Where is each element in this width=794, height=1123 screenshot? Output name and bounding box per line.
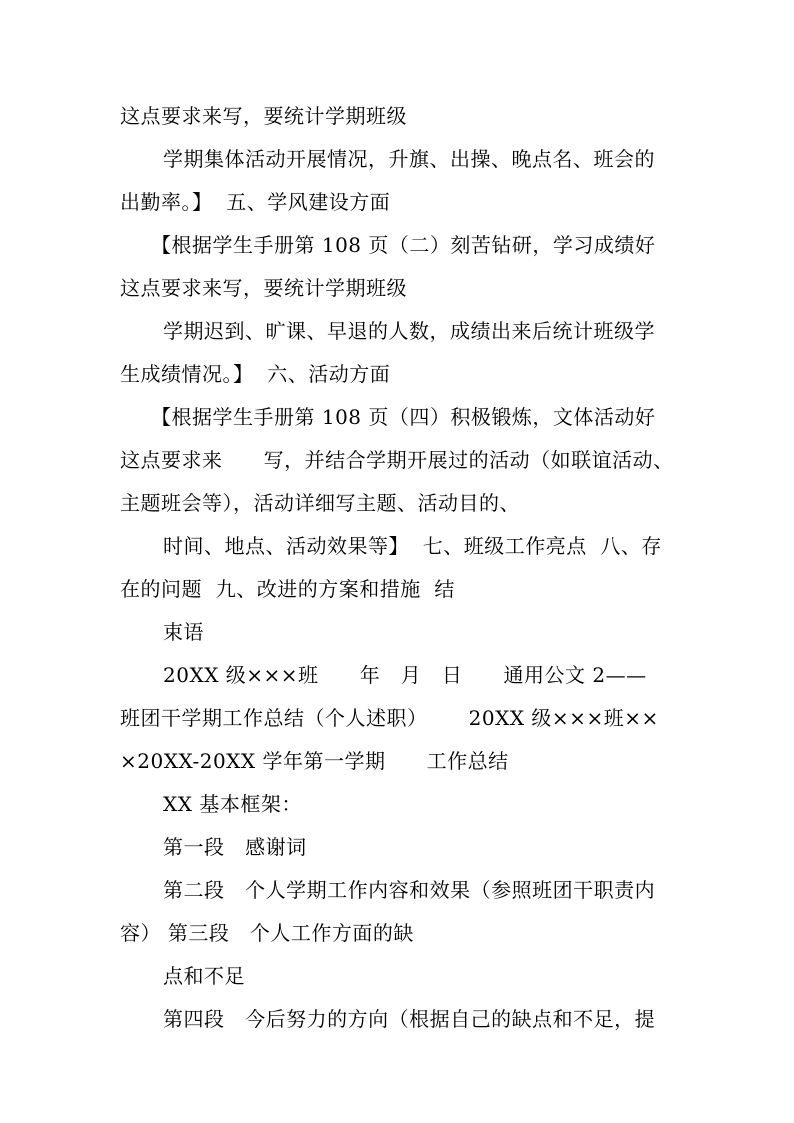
- text-line-12: 在的问题 九、改进的方案和措施 结: [120, 577, 455, 601]
- text-line-10: 主题班会等），活动详细写主题、活动目的、: [120, 491, 520, 515]
- text-line-14: 20XX 级×××班 年 月 日 通用公文 2——: [163, 663, 647, 687]
- text-line-16: ×20XX-20XX 学年第一学期 工作总结: [120, 749, 509, 773]
- text-line-9: 这点要求来 写，并结合学期开展过的活动（如联谊活动、: [120, 448, 674, 472]
- text-line-8: 【根据学生手册第 108 页（四）积极锻炼，文体活动好: [151, 405, 656, 429]
- text-line-1: 这点要求来写，要统计学期班级: [120, 104, 407, 128]
- text-line-7: 生成绩情况。】 六、活动方面: [120, 362, 391, 386]
- text-line-6: 学期迟到、旷课、早退的人数，成绩出来后统计班级学: [163, 319, 655, 343]
- text-line-15: 班团干学期工作总结（个人述职） 20XX 级×××班××: [120, 706, 659, 730]
- text-line-18: 第一段 感谢词: [163, 835, 307, 859]
- text-line-21: 点和不足: [163, 964, 245, 988]
- text-line-2: 学期集体活动开展情况，升旗、出操、晚点名、班会的: [163, 147, 655, 171]
- text-line-19: 第二段 个人学期工作内容和效果（参照班团干职责内: [163, 878, 656, 902]
- text-line-13: 束语: [163, 620, 204, 644]
- text-line-22: 第四段 今后努力的方向（根据自己的缺点和不足，提: [163, 1007, 656, 1031]
- text-line-17: XX 基本框架：: [163, 792, 302, 816]
- text-line-20: 容） 第三段 个人工作方面的缺: [120, 921, 414, 945]
- text-line-11: 时间、地点、活动效果等】 七、班级工作亮点 八、存: [163, 534, 662, 558]
- text-line-4: 【根据学生手册第 108 页（二）刻苦钻研，学习成绩好: [151, 233, 656, 257]
- text-line-5: 这点要求来写，要统计学期班级: [120, 276, 407, 300]
- text-line-3: 出勤率。】 五、学风建设方面: [120, 190, 391, 214]
